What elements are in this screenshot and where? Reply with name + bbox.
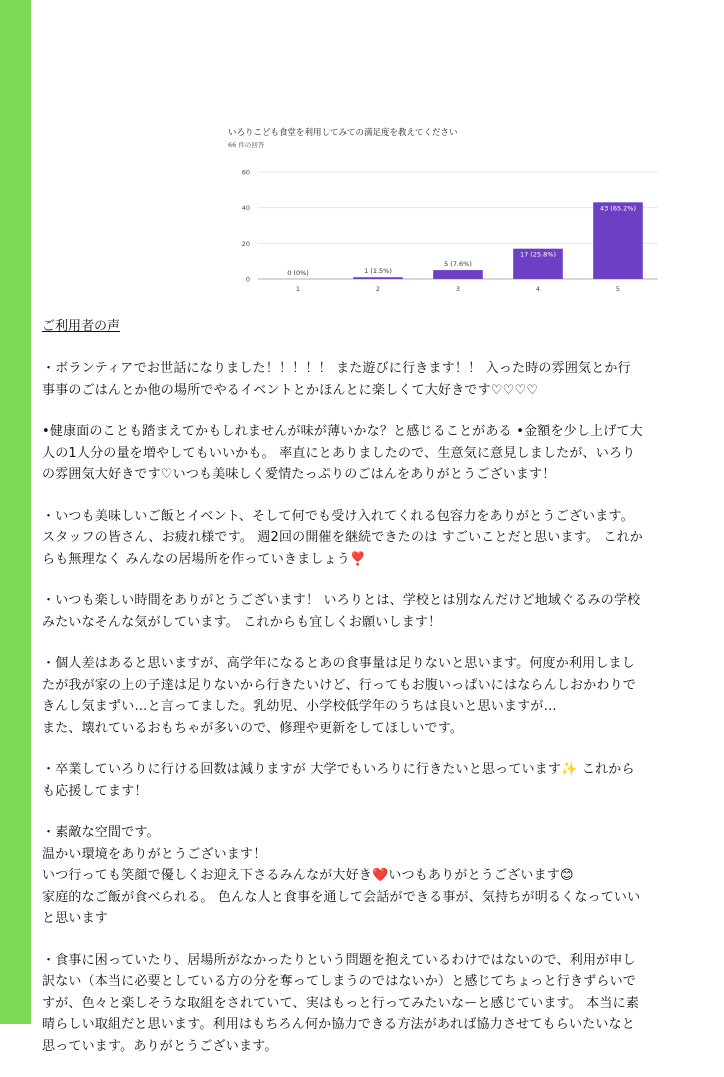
y-tick-label: 60 (241, 168, 250, 177)
bar-data-label: 0 (0%) (287, 269, 309, 277)
x-tick-label: 5 (615, 285, 621, 293)
bar-data-label: 5 (7.6%) (444, 260, 472, 269)
comment-item: ・いつも楽しい時間をありがとうございます！ いろりとは、学校とは別なんだけど地域ぐるみの学校 みたいなそんな気がしています。 これからも宜しくお願いします！ (42, 593, 641, 630)
bar (593, 202, 643, 279)
comment-item: ・個人差はあると思いますが、高学年になるとあの食事量は足りないと思います。何度か利用しまし たが我が家の上の子達は足りないから行きたいけど、行ってもお腹いっぱいにはならんしおかわりで きんし気まずい…と言ってました。乳幼児、小学校低学年のうちは良いと思いますが… また、壊れているおもちゃが多いので、修理や更新をしてほしいです。 (42, 656, 637, 736)
x-tick-label: 2 (375, 285, 381, 293)
comment-item: ・卒業していろりに行ける回数は減りますが 大学でもいろりに行きたいと思っています✨ これから も応援してます！ (42, 762, 635, 799)
y-tick-label: 20 (241, 239, 250, 248)
bar (433, 270, 483, 279)
section-title: ご利用者の声 (42, 319, 121, 334)
bar-data-label: 43 (65.2%) (599, 204, 637, 213)
comment-item: ・食事に困っていたり、居場所がなかったりという問題を抱えているわけではないので、利用が申し 訳ない（本当に必要としている方の分を奪ってしまうのではないか）と感じてちょっと行きずらいで すが、色々と楽しそうな取組をされていて、実はもっと行ってみたいなーと感じています。 本当に素 晴らしい取組だと思います。利用はもちろん何か協力できる方法があれば協力させてもらいたいなと 思っています。ありがとうございます。 (42, 952, 640, 1054)
x-tick-label: 3 (455, 285, 461, 293)
x-tick-label: 4 (535, 285, 541, 293)
main-content (42, 318, 710, 1077)
y-tick-label: 0 (245, 275, 250, 284)
comment-item: ・素敵な空間です。 温かい環境をありがとうございます！ いつ行っても笑顔で優しくお迎え下さるみんなが大好き❤️いつもありがとうございます😊 家庭的なご飯が食べられる。 色んな人と食事を通して会話ができる事が、気持ちが明るくなっていい と思います (42, 825, 641, 926)
x-tick-label: 1 (295, 285, 301, 293)
comment-item: ・いつも美味しいご飯とイベント、そして何でも受け入れてくれる包容力をありがとうございます。 スタッフの皆さん、お疲れ様です。 週2回の開催を継続できたのは すごいことだと思います。 これか らも無理なく みんなの居場所を作っていきましょう❣️ (42, 508, 643, 567)
bar-data-label: 1 (1.5%) (364, 267, 392, 276)
y-tick-label: 40 (241, 204, 250, 213)
satisfaction-chart (223, 122, 663, 302)
bar-data-label: 17 (25.8%) (519, 250, 557, 259)
chart-response-count: 66 件の回答 (228, 141, 265, 149)
side-accent-bar (0, 0, 31, 1024)
comment-list (42, 358, 710, 1057)
comment-item: ・ボランティアでお世話になりました！！！！！ また遊びに行きます！！ 入った時の雰囲気とか行 事事のごはんとか他の場所でやるイベントとかほんとに楽しくて大好きです♡♡♡♡ (42, 361, 631, 398)
bar (353, 277, 403, 279)
chart-plot (223, 122, 663, 302)
chart-title: いろりこども食堂を利用してみての満足度を教えてください (228, 128, 458, 138)
comment-item: •健康面のことも踏まえてかもしれませんが味が薄いかな？と感じることがある •金額を少し上げて大 人の1人分の量を増やしてもいいかも。 率直にとありましたので、生意気に意見しましたが、いろり の雰囲気大好きです♡いつも美味しく愛情たっぷりのごはんをありがとうございます！ (42, 424, 643, 482)
